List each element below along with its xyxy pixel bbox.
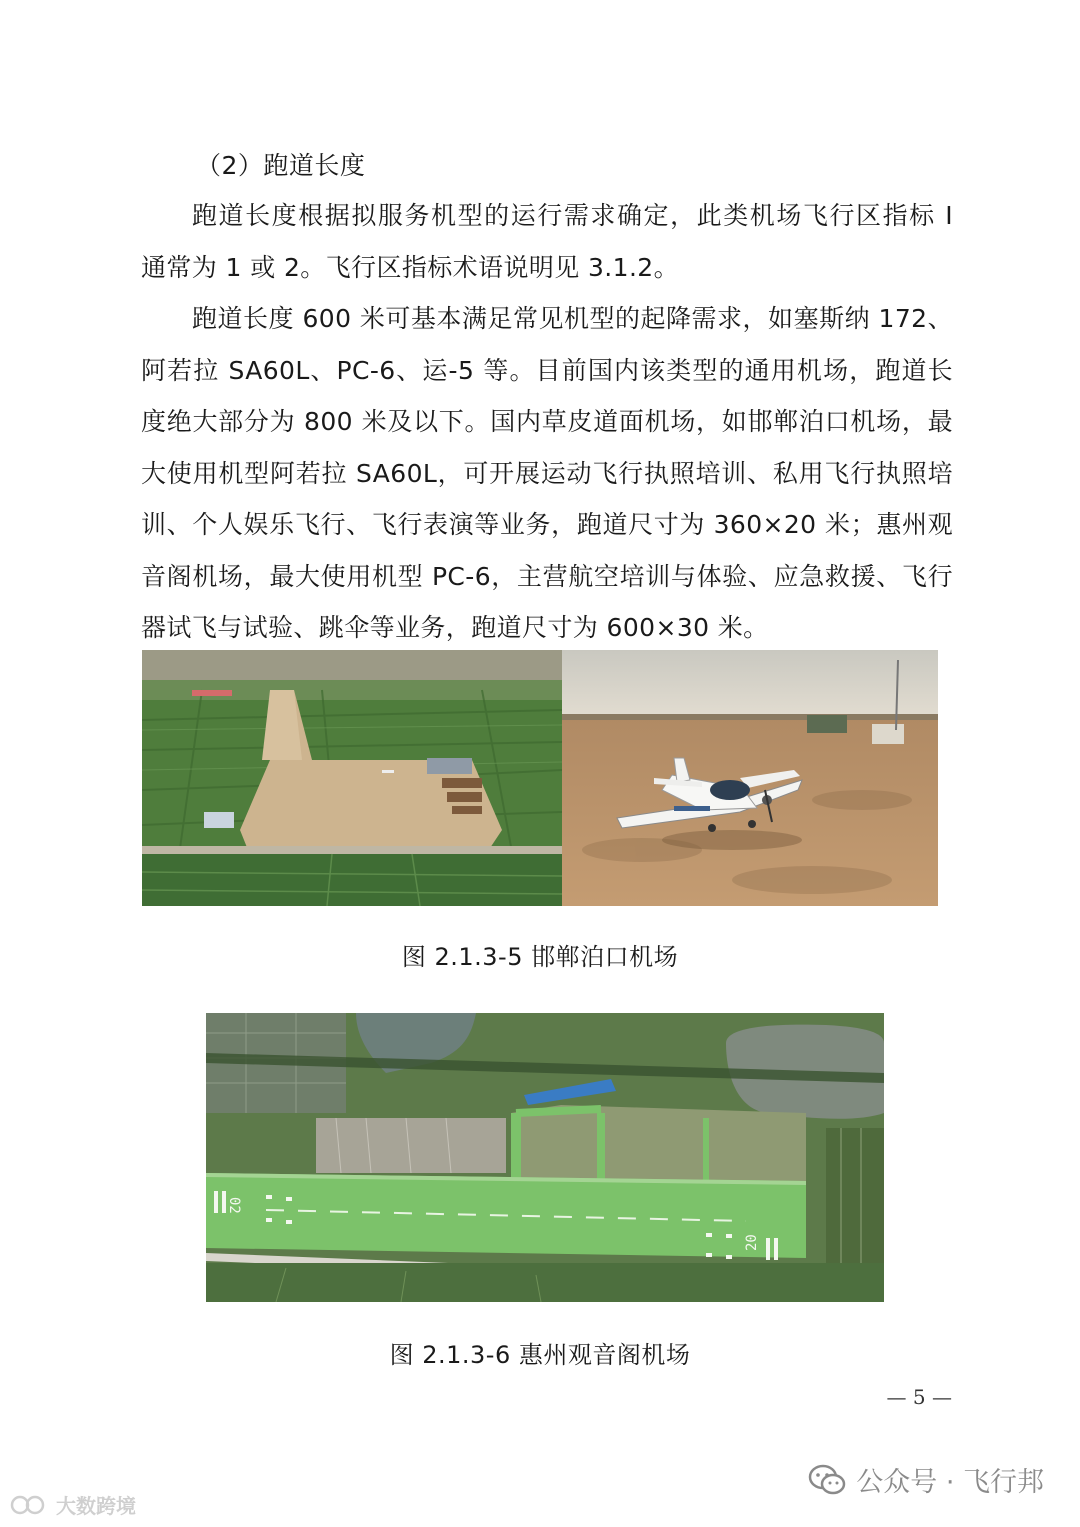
- runway-marking-02: 02: [226, 1197, 242, 1214]
- runway-marking-20: 20: [744, 1234, 760, 1251]
- section-heading: （2）跑道长度: [196, 151, 366, 180]
- corner-logo-watermark: [10, 1490, 136, 1519]
- aircraft-photo-sa60l: [562, 650, 938, 906]
- wechat-icon: [808, 1463, 846, 1497]
- figure-caption-2-1-3-5: 图 2.1.3-5 邯郸泊口机场: [401, 943, 679, 971]
- page-number: — 5 —: [886, 1385, 952, 1409]
- paragraph-runway-examples: 跑道长度 600 米可基本满足常见机型的起降需求，如塞斯纳 172、阿若拉 SA60L、PC-6、运-5 等。目前国内该类型的通用机场，跑道长度绝大部分为 800 米及以下。国内草皮道面机场，如邯郸泊口机场，最大使用机型阿若拉 SA60L，可开展运动飞行执照培训、私用飞行执照培训、个人娱乐飞行、飞行表演等业务，跑道尺寸为 360×20 米；惠州观音阁机场，最大使用机型 PC-6，主营航空培训与体验、应急救援、飞行器试飞与试验、跳伞等业务，跑道尺寸为 600×30 米。: [141, 304, 953, 642]
- paragraph-runway-length-intro: 跑道长度根据拟服务机型的运行需求确定，此类机场飞行区指标 I 通常为 1 或 2。飞行区指标术语说明见 3.1.2。: [141, 201, 953, 282]
- figure-caption-2-1-3-6: 图 2.1.3-6 惠州观音阁机场: [389, 1341, 691, 1369]
- chat-bubble-logo-icon: [10, 1493, 52, 1517]
- wechat-account-label: 公众号 · 飞行邦: [856, 1467, 1044, 1498]
- aerial-photo-huizhou-guanyinge: [206, 1013, 884, 1302]
- wechat-watermark: [808, 1460, 1044, 1499]
- corner-logo-text: 大数跨境: [56, 1494, 136, 1518]
- aerial-photo-handan-bokou: [142, 650, 562, 906]
